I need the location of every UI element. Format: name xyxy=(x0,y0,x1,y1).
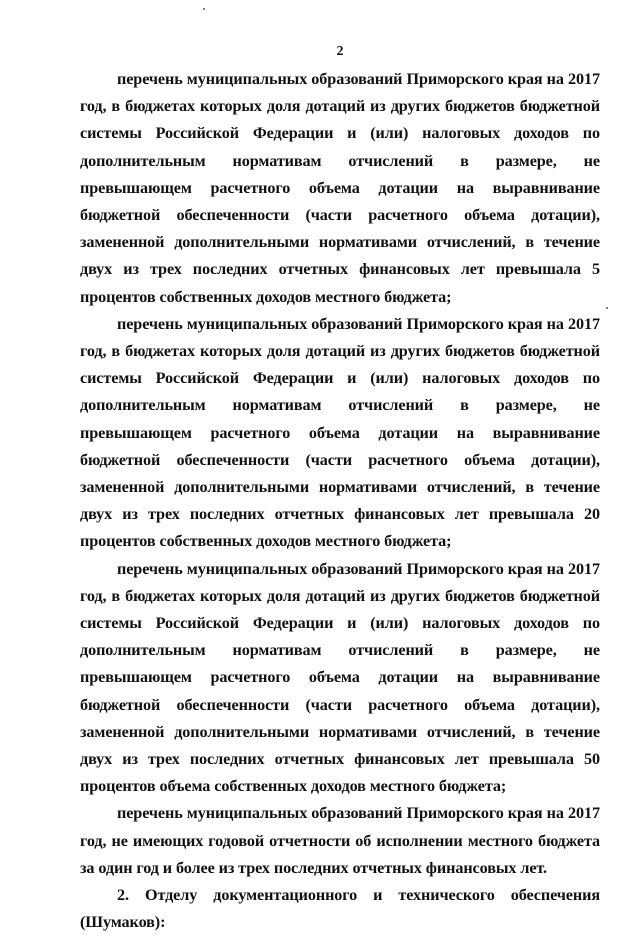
document-body xyxy=(80,66,600,937)
paragraph-item-2: 2. Отделу документационного и технического обеспечения (Шумаков): xyxy=(80,886,600,932)
scan-speck xyxy=(203,8,205,10)
paragraph-list-50-percent: перечень муниципальных образований Приморского края на 2017 год, в бюджетах которых доля дотаций из других бюджетов бюджетной системы Российской Федерации и (или) налоговых доходов по дополнительным нормативам отчислений в размере, не превышающем расчетного объема дотации на выравнивание бюджетной обеспеченности (части расчетного объема дотации), замененной дополнительными нормативами отчислений, в течение двух из трех последних отчетных финансовых лет превышала 50 процентов объема собственных доходов местного бюджета; xyxy=(80,559,600,796)
page-number: 2 xyxy=(336,44,344,59)
paragraph-list-no-reporting: перечень муниципальных образований Приморского края на 2017 год, не имеющих годовой отчетности об исполнении местного бюджета за один год и более из трех последних отчетных финансовых лет. xyxy=(80,804,600,877)
paragraph-list-5-percent: перечень муниципальных образований Приморского края на 2017 год, в бюджетах которых доля дотаций из других бюджетов бюджетной системы Российской Федерации и (или) налоговых доходов по дополнительным нормативам отчислений в размере, не превышающем расчетного объема дотации на выравнивание бюджетной обеспеченности (части расчетного объема дотации), замененной дополнительными нормативами отчислений, в течение двух из трех последних отчетных финансовых лет превышала 5 процентов собственных доходов местного бюджета; xyxy=(80,70,600,306)
scan-speck xyxy=(606,307,608,309)
paragraph-list-20-percent: перечень муниципальных образований Приморского края на 2017 год, в бюджетах которых доля дотаций из других бюджетов бюджетной системы Российской Федерации и (или) налоговых доходов по дополнительным нормативам отчислений в размере, не превышающем расчетного объема дотации на выравнивание бюджетной обеспеченности (части расчетного объема дотации), замененной дополнительными нормативами отчислений, в течение двух из трех последних отчетных финансовых лет превышала 20 процентов собственных доходов местного бюджета; xyxy=(80,314,600,551)
